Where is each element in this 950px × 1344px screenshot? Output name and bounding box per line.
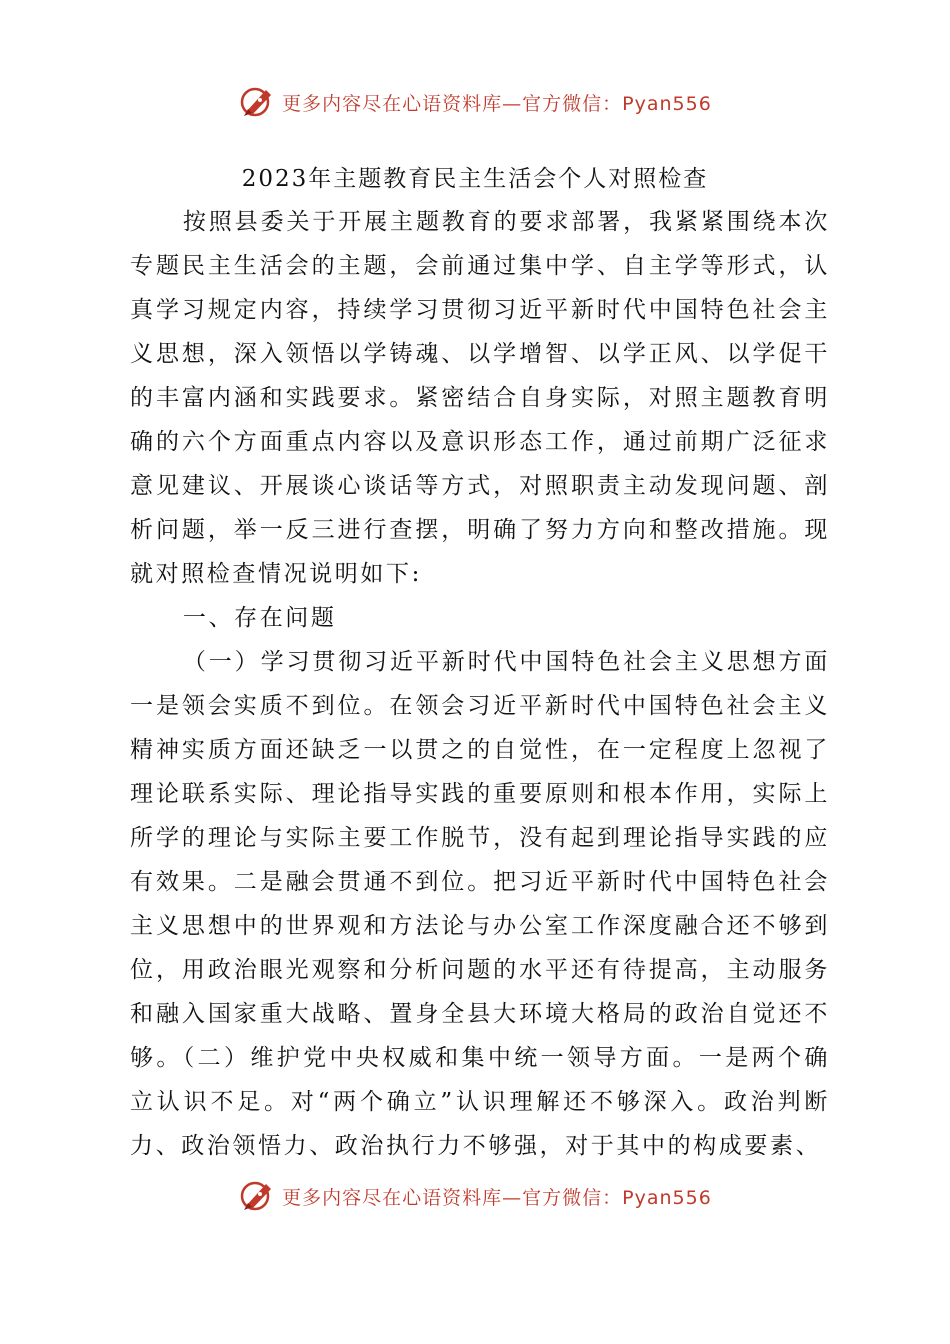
pen-logo-icon: [238, 1176, 278, 1216]
banner-text: 更多内容尽在心语资料库—官方微信：Pyan556: [282, 1186, 712, 1209]
paragraph: 按照县委关于开展主题教育的要求部署，我紧紧围绕本次专题民主生活会的主题，会前通过集中学、自主学等形式，认真学习规定内容，持续学习贯彻习近平新时代中国特色社会主义思想，深入领悟以学铸魂、以学增智、以学正风、以学促干的丰富内涵和实践要求。紧密结合自身实际，对照主题教育明确的六个方面重点内容以及意识形态工作，通过前期广泛征求意见建议、开展谈心谈话等方式，对照职责主动发现问题、剖析问题，举一反三进行查摆，明确了努力方向和整改措施。现就对照检查情况说明如下:: [130, 209, 830, 587]
paragraph: （一）学习贯彻习近平新时代中国特色社会主义思想方面一是领会实质不到位。在领会习近平新时代中国特色社会主义精神实质方面还缺乏一以贯之的自觉性，在一定程度上忽视了理论联系实际、理论指导实践的重要原则和根本作用，实际上所学的理论与实际主要工作脱节，没有起到理论指导实践的应有效果。二是融会贯通不到位。把习近平新时代中国特色社会主义思想中的世界观和方法论与办公室工作深度融合还不够到位，用政治眼光观察和分析问题的水平还有待提高，主动服务和融入国家重大战略、置身全县大环境大格局的政治自觉还不够。（二）维护党中央权威和集中统一领导方面。一是两个确立认识不足。对“两个确立”认识理解还不够深入。政治判断力、政治领悟力、政治执行力不够强，对于其中的构成要素、: [130, 649, 830, 1159]
footer-banner: [0, 1176, 950, 1216]
pen-logo-icon: [238, 82, 278, 122]
document-title: 2023年主题教育民主生活会个人对照检查: [241, 166, 709, 192]
section-heading: 一、存在问题: [182, 605, 337, 631]
document-body: [130, 200, 830, 1168]
banner-text: 更多内容尽在心语资料库—官方微信：Pyan556: [282, 92, 712, 115]
header-banner: [0, 82, 950, 122]
